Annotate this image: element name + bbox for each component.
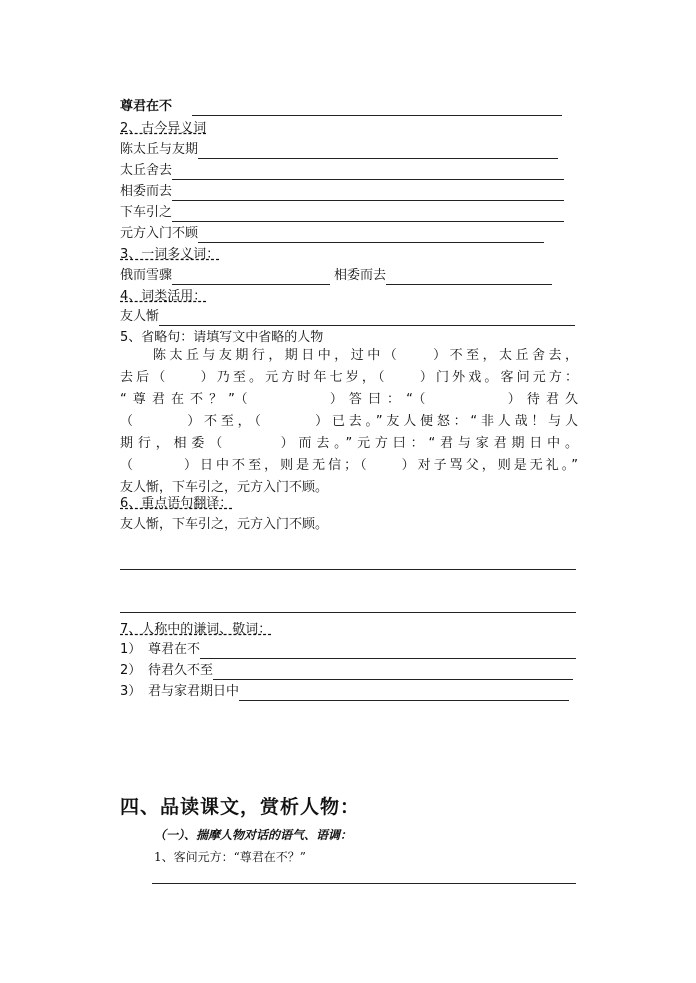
- passage-line: （ ）日中不至，则是无信；（ ）对子骂父，则是无礼。”: [120, 458, 578, 473]
- vocab-label: 下车引之: [120, 205, 173, 220]
- vocab-line: [120, 204, 564, 222]
- answer-blank[interactable]: [172, 165, 564, 180]
- vocab-label: 君与家君期日中: [148, 684, 240, 699]
- answer-line[interactable]: [120, 569, 576, 570]
- vocab-line: [120, 162, 564, 180]
- answer-blank[interactable]: [198, 144, 558, 159]
- passage-line: 期行，相委（ ）而去。”元方曰：“君与家君期日中。: [120, 436, 578, 451]
- vocab-line: [120, 267, 552, 285]
- answer-blank[interactable]: [200, 644, 576, 659]
- section-7-title: 7、人称中的谦词、敬词：: [120, 622, 272, 637]
- answer-blank[interactable]: [172, 270, 330, 285]
- vocab-label: 友人惭: [120, 309, 160, 324]
- question-1: 1、客问元方：“尊君在不？”: [154, 850, 306, 864]
- passage-line: 友人惭，下车引之，元方入门不顾。: [120, 480, 329, 495]
- answer-blank[interactable]: [192, 101, 562, 116]
- answer-line[interactable]: [120, 612, 576, 613]
- vocab-label: 太丘舍去: [120, 163, 173, 178]
- answer-blank[interactable]: [159, 311, 575, 326]
- vocab-line: [120, 141, 558, 159]
- item-number: 3）: [120, 684, 142, 699]
- answer-line[interactable]: [152, 883, 576, 884]
- vocab-line: [120, 683, 569, 701]
- vocab-label: 待君久不至: [148, 663, 214, 678]
- answer-blank[interactable]: [239, 686, 569, 701]
- vocab-label: 相委而去: [120, 184, 173, 199]
- section-3-title: 3、一词多义词：: [120, 247, 220, 262]
- passage-line: “尊君在不？”（ ）答曰：“（ ）待君久: [120, 392, 578, 407]
- answer-blank[interactable]: [198, 228, 544, 243]
- part-4-heading: 四、品读课文，赏析人物：: [120, 796, 361, 818]
- answer-blank[interactable]: [172, 207, 564, 222]
- vocab-label: 尊君在不: [120, 99, 173, 114]
- vocab-label: 元方入门不顾: [120, 226, 199, 241]
- vocab-label: 陈太丘与友期: [120, 142, 199, 157]
- vocab-label: 尊君在不: [148, 642, 201, 657]
- vocab-line: [120, 662, 573, 680]
- vocab-line: [120, 98, 562, 116]
- answer-blank[interactable]: [213, 665, 573, 680]
- answer-blank[interactable]: [172, 186, 564, 201]
- vocab-label: 相委而去: [334, 268, 387, 283]
- vocab-line: [120, 225, 544, 243]
- item-number: 2）: [120, 663, 142, 678]
- passage: [120, 345, 578, 499]
- vocab-label: 俄而雪骤: [120, 268, 173, 283]
- translation-sentence: 友人惭，下车引之，元方入门不顾。: [120, 517, 329, 532]
- passage-line: （ ）不至，（ ）已去。”友人便怒：“非人哉！与人: [120, 414, 578, 429]
- vocab-line: [120, 641, 576, 659]
- vocab-line: [120, 183, 564, 201]
- answer-blank[interactable]: [386, 270, 552, 285]
- part-4-subheading: （一）、揣摩人物对话的语气、语调：: [154, 828, 353, 842]
- section-5-title: 5、省略句：请填写文中省略的人物: [120, 330, 324, 345]
- vocab-line: [120, 308, 575, 326]
- passage-line: 陈太丘与友期行，期日中，过中（ ）不至，太丘舍去，: [120, 348, 578, 363]
- section-2-title: 2、古今异义词: [120, 121, 207, 136]
- passage-line: 去后（ ）乃至。元方时年七岁，（ ）门外戏。客问元方：: [120, 370, 578, 385]
- section-4-title: 4、词类活用：: [120, 289, 207, 304]
- section-6-title: 6、重点语句翻译：: [120, 496, 233, 511]
- item-number: 1）: [120, 642, 142, 657]
